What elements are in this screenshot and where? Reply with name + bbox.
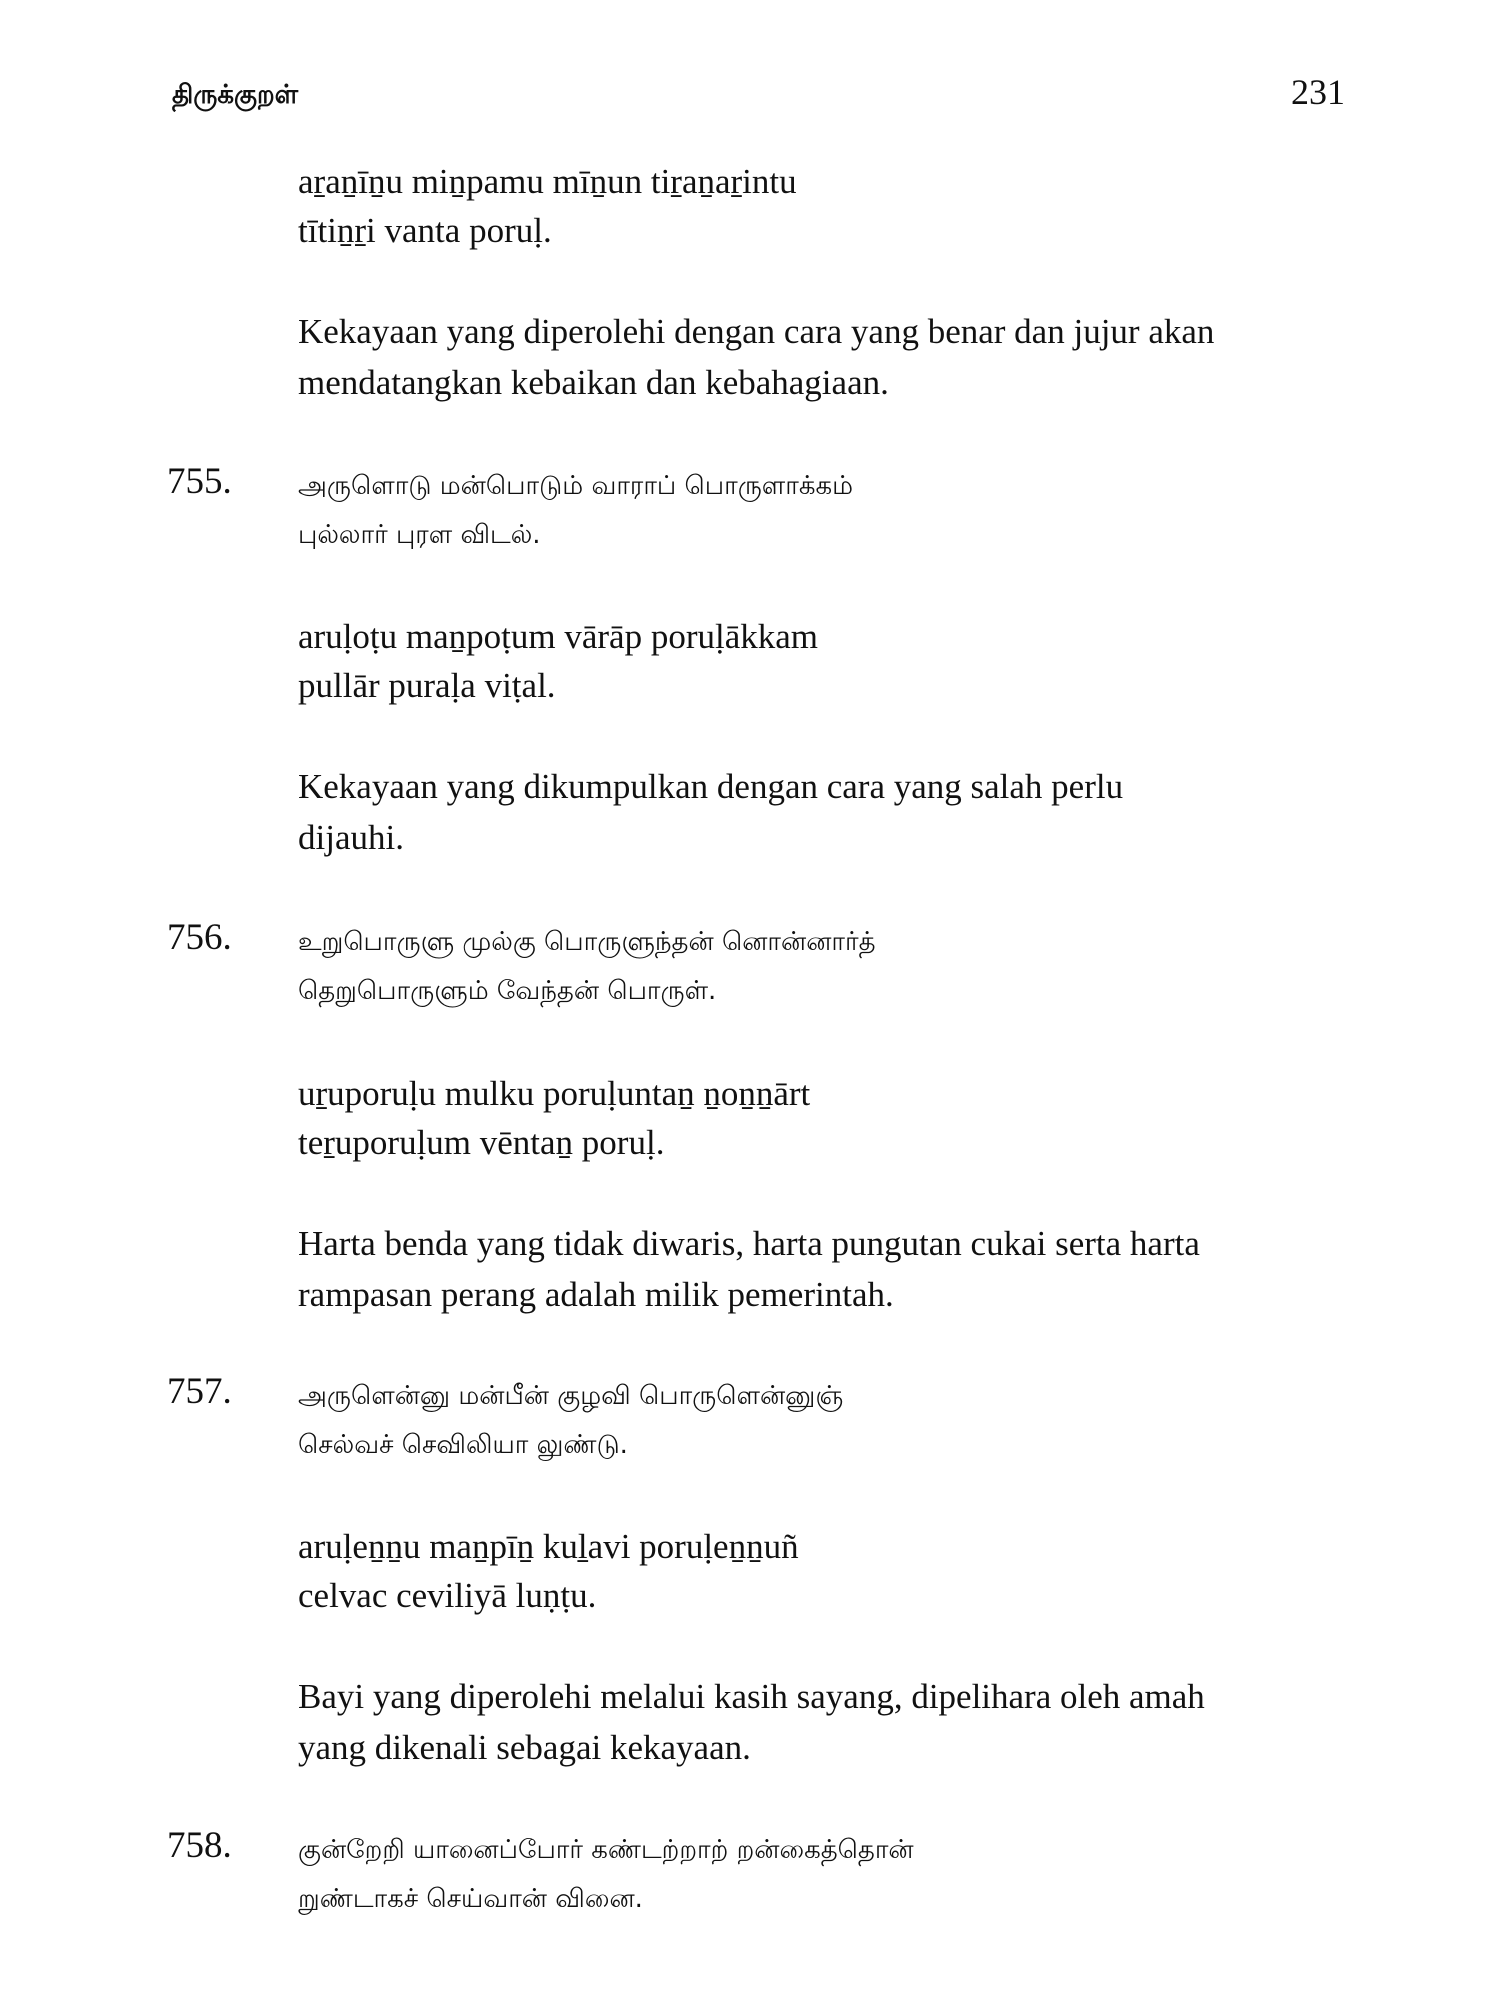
continuation-translation (298, 306, 1214, 408)
verse-translation (298, 1671, 1205, 1773)
translit-line: celvac ceviliyā luṇṭu. (298, 1576, 597, 1615)
verse-translation (298, 761, 1123, 863)
translit-line: pullār puraḷa viṭal. (298, 666, 556, 705)
translation-line: dijauhi. (298, 818, 404, 857)
translation-line: Kekayaan yang diperolehi dengan cara yang benar dan jujur akan (298, 312, 1215, 351)
translit-line: teṟuporuḷum vēntaṉ poruḷ. (298, 1123, 665, 1162)
translit-line: tītiṉṟi vanta poruḷ. (298, 211, 552, 250)
tamil-line: குன்றேறி யானைப்போர் கண்டற்றாற் றன்கைத்தொன் (298, 1835, 914, 1865)
verse-tamil (298, 462, 853, 560)
verse-number: 758. (167, 1825, 232, 1866)
verse-number: 756. (167, 917, 232, 958)
verse-tamil (298, 918, 876, 1016)
translation-line: Bayi yang diperolehi melalui kasih sayang, dipelihara oleh amah (298, 1677, 1205, 1716)
tamil-line: செல்வச் செவிலியா லுண்டு. (298, 1430, 628, 1460)
translit-line: aruḷoṭu maṉpoṭum vārāp poruḷākkam (298, 617, 818, 656)
verse-transliteration (298, 612, 818, 710)
verse-tamil (298, 1372, 843, 1470)
translation-line: mendatangkan kebaikan dan kebahagiaan. (298, 363, 889, 402)
page-number: 231 (1291, 72, 1345, 112)
verse-number: 757. (167, 1371, 232, 1412)
tamil-line: தெறுபொருளும் வேந்தன் பொருள். (298, 976, 717, 1006)
verse-transliteration (298, 1069, 810, 1167)
tamil-line: அருளென்னு மன்பீன் குழவி பொருளென்னுஞ் (298, 1381, 844, 1411)
verse-translation (298, 1218, 1200, 1320)
translation-line: yang dikenali sebagai kekayaan. (298, 1728, 751, 1767)
translation-line: Harta benda yang tidak diwaris, harta pungutan cukai serta harta (298, 1224, 1200, 1263)
translit-line: aṟaṉīṉu miṉpamu mīṉun tiṟaṉaṟintu (298, 162, 797, 201)
tamil-line: அருளொடு மன்பொடும் வாராப் பொருளாக்கம் (298, 471, 854, 501)
continuation-transliteration (298, 157, 797, 255)
tamil-line: புல்லார் புரள விடல். (298, 520, 541, 550)
tamil-line: றுண்டாகச் செய்வான் வினை. (298, 1884, 643, 1914)
translit-line: aruḷeṉṉu maṉpīṉ kuḻavi poruḷeṉṉuñ (298, 1527, 799, 1566)
tamil-line: உறுபொருளு முல்கு பொருளுந்தன் னொன்னார்த் (298, 927, 876, 957)
verse-transliteration (298, 1522, 799, 1620)
translation-line: Kekayaan yang dikumpulkan dengan cara yang salah perlu (298, 767, 1124, 806)
translation-line: rampasan perang adalah milik pemerintah. (298, 1275, 894, 1314)
verse-tamil (298, 1826, 914, 1924)
translit-line: uṟuporuḷu mulku poruḷuntaṉ ṉoṉṉārt (298, 1074, 811, 1113)
verse-number: 755. (167, 461, 232, 502)
header-title: திருக்குறள் (172, 80, 299, 110)
